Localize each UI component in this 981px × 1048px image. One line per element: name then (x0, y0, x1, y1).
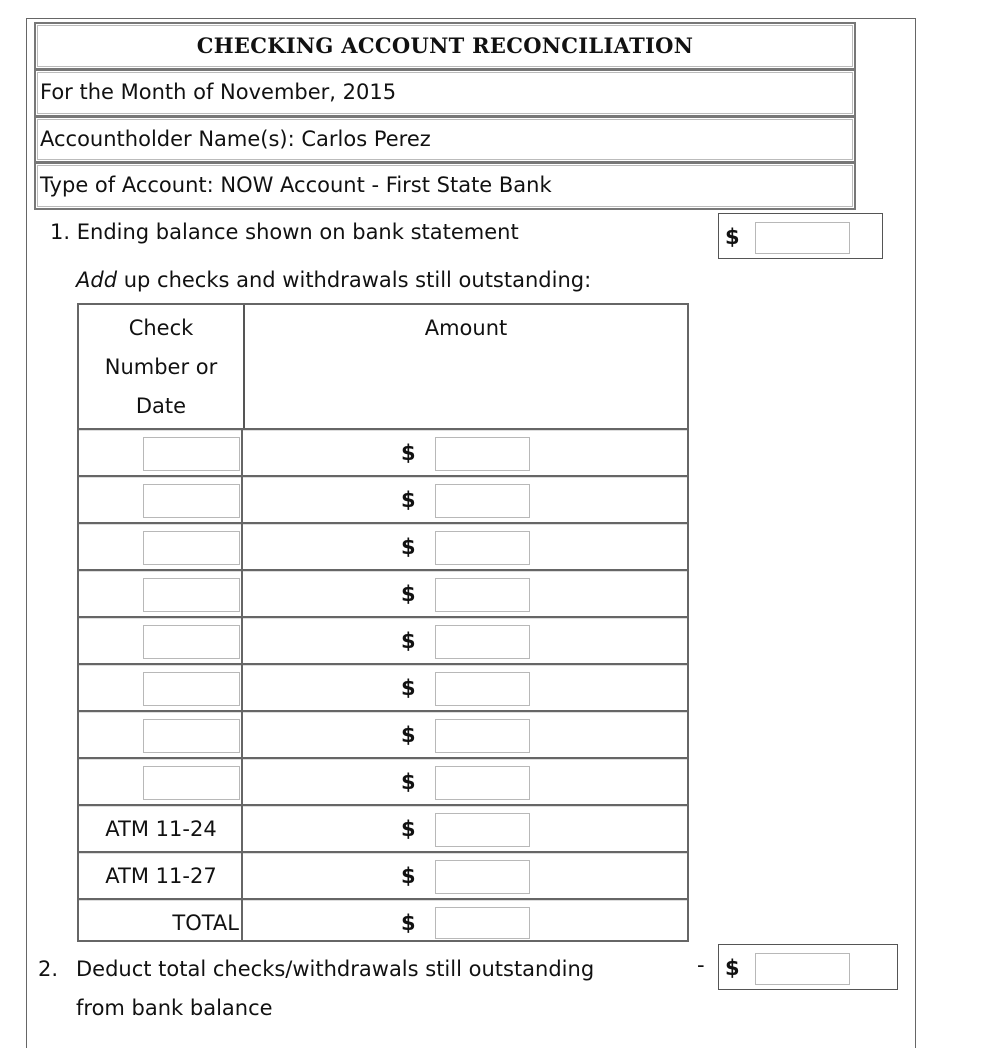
total-amount-input[interactable] (435, 907, 530, 939)
currency-symbol: $ (401, 770, 416, 794)
amount-input[interactable] (435, 860, 530, 894)
amount-input[interactable] (435, 437, 530, 471)
table-row (79, 663, 687, 710)
table-row-total (79, 898, 687, 942)
currency-symbol: $ (401, 864, 416, 888)
check-number-input[interactable] (143, 531, 240, 565)
amount-input[interactable] (435, 813, 530, 847)
table-row (79, 475, 687, 522)
step1-text: Ending balance shown on bank statement (76, 220, 519, 244)
amount-input[interactable] (435, 719, 530, 753)
atm-label: ATM 11-27 (105, 864, 217, 888)
check-number-input[interactable] (143, 766, 240, 800)
table-row (79, 616, 687, 663)
step2-text-line2: from bank balance (76, 996, 273, 1020)
table-row (79, 710, 687, 757)
check-number-input[interactable] (143, 625, 240, 659)
check-header-line: Check (128, 316, 194, 340)
amount-input[interactable] (435, 531, 530, 565)
deduct-total-box (718, 944, 898, 990)
currency-symbol: $ (401, 582, 416, 606)
step1-number: 1. (50, 220, 71, 244)
step2-number: 2. (38, 957, 59, 981)
accountholder-line: Accountholder Name(s): Carlos Perez (40, 127, 431, 151)
amount-input[interactable] (435, 578, 530, 612)
month-line: For the Month of November, 2015 (40, 80, 397, 104)
account-type-box (34, 162, 856, 210)
holder-box (34, 116, 856, 163)
check-column-header (79, 305, 243, 428)
instruction-emphasis: Add (76, 268, 118, 292)
total-label: TOTAL (172, 911, 239, 935)
amount-input[interactable] (435, 625, 530, 659)
table-row (79, 569, 687, 616)
minus-operator: - (697, 953, 705, 977)
form-title: CHECKING ACCOUNT RECONCILIATION (196, 33, 694, 58)
currency-symbol: $ (401, 629, 416, 653)
table-row (79, 428, 687, 475)
ending-balance-box (718, 213, 883, 259)
amount-input[interactable] (435, 766, 530, 800)
deduct-total-input[interactable] (755, 953, 850, 985)
table-row (79, 522, 687, 569)
step1-label (50, 220, 519, 244)
currency-symbol: $ (401, 441, 416, 465)
amount-column-header: Amount (424, 316, 508, 340)
outstanding-table (77, 303, 689, 942)
outstanding-instruction (76, 268, 591, 292)
amount-input[interactable] (435, 672, 530, 706)
currency-symbol: $ (725, 225, 740, 249)
currency-symbol: $ (401, 817, 416, 841)
atm-label: ATM 11-24 (105, 817, 217, 841)
amount-input[interactable] (435, 484, 530, 518)
currency-symbol: $ (401, 911, 416, 935)
check-header-line: Number or (104, 355, 218, 379)
ending-balance-input[interactable] (755, 222, 850, 254)
check-number-input[interactable] (143, 672, 240, 706)
check-number-input[interactable] (143, 719, 240, 753)
currency-symbol: $ (401, 676, 416, 700)
table-row-atm (79, 851, 687, 898)
month-box (34, 69, 856, 117)
table-row-atm (79, 804, 687, 851)
currency-symbol: $ (401, 488, 416, 512)
step2-text-line1: Deduct total checks/withdrawals still outstanding (76, 957, 595, 981)
instruction-text: up checks and withdrawals still outstanding: (117, 268, 592, 292)
account-type-line: Type of Account: NOW Account - First State Bank (40, 173, 552, 197)
check-header-line: Date (135, 394, 187, 418)
check-number-input[interactable] (143, 437, 240, 471)
check-number-input[interactable] (143, 484, 240, 518)
form-title-box (34, 22, 856, 70)
currency-symbol: $ (725, 956, 740, 980)
currency-symbol: $ (401, 535, 416, 559)
table-row (79, 757, 687, 804)
currency-symbol: $ (401, 723, 416, 747)
check-number-input[interactable] (143, 578, 240, 612)
step2-label (38, 950, 594, 1028)
